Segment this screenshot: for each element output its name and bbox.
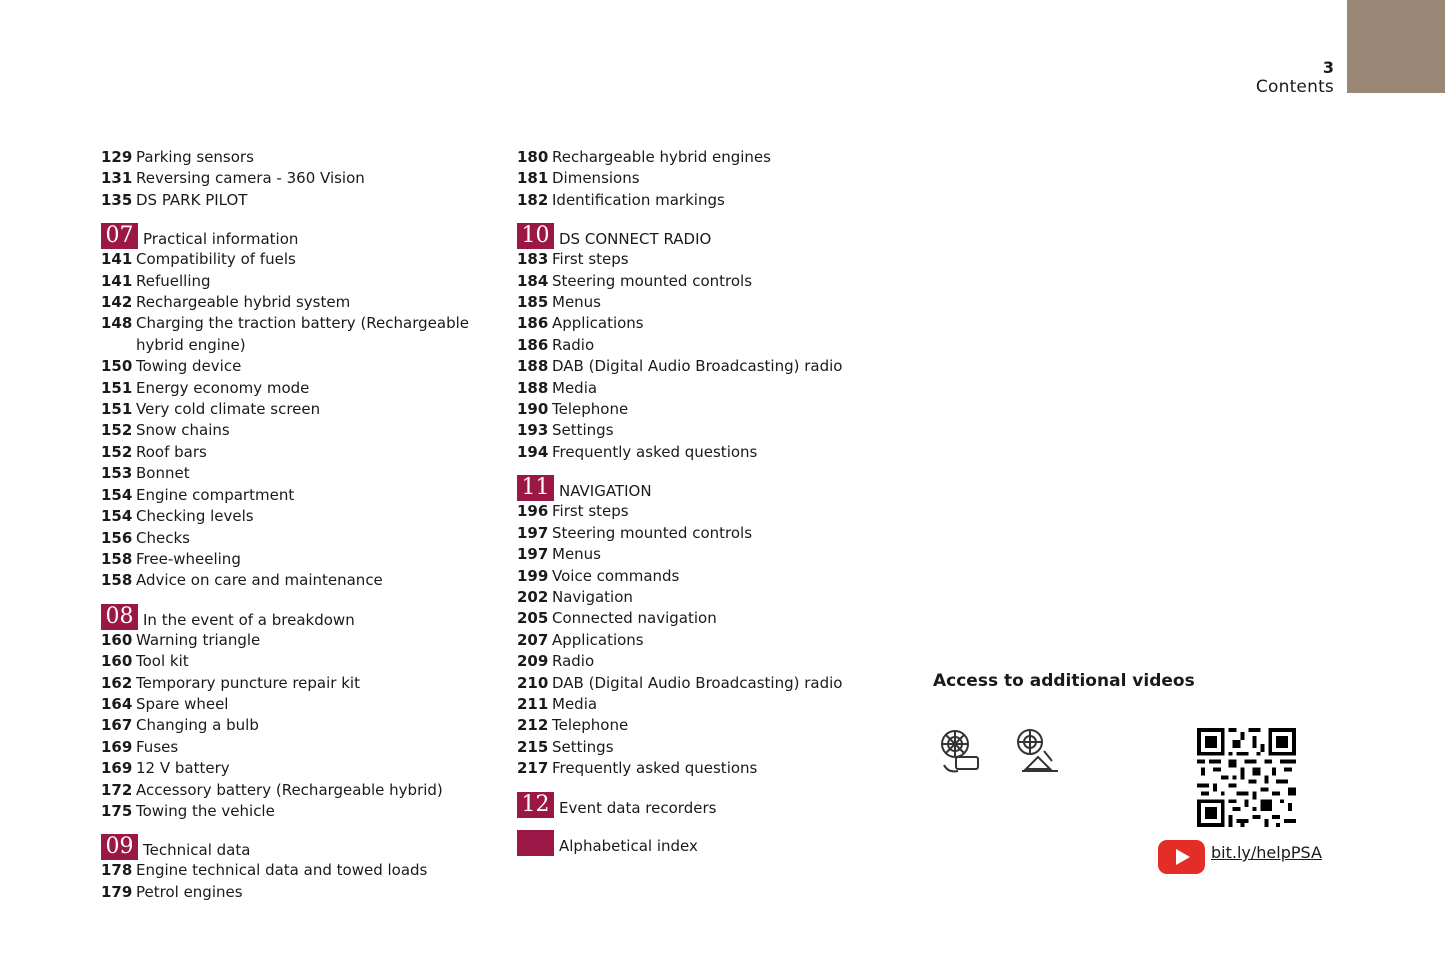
toc-row[interactable] (101, 715, 501, 736)
toc-entry-label: First steps (552, 502, 629, 521)
toc-page-number: 205 (517, 609, 549, 628)
toc-page-number: 158 (101, 549, 133, 568)
wheel-jack-icon[interactable] (1014, 727, 1064, 777)
toc-entry-label: Settings (552, 421, 614, 440)
toc-page-number: 186 (517, 335, 549, 354)
toc-entry-label: Radio (552, 335, 595, 354)
toc-page-number: 164 (101, 694, 133, 713)
toc-entry-label: Snow chains (136, 421, 230, 440)
wheel-repair-kit-icon[interactable] (936, 727, 986, 777)
toc-page-number: 167 (101, 716, 133, 735)
section-title: Technical data (143, 841, 251, 860)
toc-page-number: 156 (101, 528, 133, 547)
toc-entry-label: Bonnet (136, 464, 190, 483)
toc-page-number: 209 (517, 652, 549, 671)
toc-entry-label: Accessory battery (Rechargeable hybrid) (136, 780, 443, 799)
section-title: Event data recorders (559, 798, 717, 817)
toc-row[interactable] (101, 442, 501, 463)
toc-row[interactable] (101, 758, 501, 779)
toc-page-number: 142 (101, 293, 133, 312)
toc-page-number: 141 (101, 271, 133, 290)
toc-page-number: 178 (101, 861, 133, 880)
toc-page-number: 172 (101, 780, 133, 799)
toc-entry-label: Navigation (552, 587, 633, 606)
toc-entry-label: Compatibility of fuels (136, 250, 296, 269)
toc-entry-label: First steps (552, 250, 629, 269)
toc-page-number: 184 (517, 271, 549, 290)
toc-row[interactable] (517, 544, 917, 565)
toc-entry-label: Free-wheeling (136, 549, 241, 568)
toc-entry-label: Rechargeable hybrid engines (552, 148, 771, 166)
section-header[interactable] (517, 792, 917, 818)
toc-row[interactable] (101, 801, 501, 822)
toc-row[interactable] (517, 651, 917, 672)
section-number-box: 12 (517, 792, 554, 818)
toc-entry-label: Roof bars (136, 442, 207, 461)
toc-entry-label: Tool kit (136, 652, 189, 671)
toc-entry-label: Menus (552, 545, 601, 564)
toc-page-number: 212 (517, 716, 549, 735)
toc-row[interactable] (101, 271, 501, 292)
section-header[interactable] (517, 475, 917, 501)
toc-entry-label: Steering mounted controls (552, 523, 753, 542)
toc-row[interactable] (517, 608, 917, 629)
toc-page-number: 210 (517, 673, 549, 692)
toc-row[interactable] (517, 292, 917, 313)
section-header[interactable] (101, 223, 501, 249)
toc-page-number: 131 (101, 169, 133, 188)
toc-page-number: 215 (517, 737, 549, 756)
section-header[interactable] (101, 604, 501, 630)
toc-row[interactable] (101, 485, 501, 506)
toc-entry-label: Spare wheel (136, 694, 229, 713)
toc-page-number: 129 (101, 148, 133, 166)
toc-row[interactable] (517, 190, 917, 211)
toc-entry-label: Energy economy mode (136, 378, 310, 397)
page-number: 3 (1322, 58, 1334, 77)
toc-page-number: 169 (101, 737, 133, 756)
toc-entry-label: Rechargeable hybrid system (136, 293, 351, 312)
section-title: Practical information (143, 230, 299, 249)
toc-page-number: 190 (517, 400, 549, 419)
toc-entry-label: Voice commands (552, 566, 680, 585)
section-header[interactable] (517, 830, 917, 856)
help-link[interactable]: bit.ly/helpPSA (1211, 843, 1322, 862)
toc-page-number: 154 (101, 485, 133, 504)
toc-page-number: 197 (517, 545, 549, 564)
toc-page-number: 199 (517, 566, 549, 585)
toc-row[interactable] (101, 694, 501, 715)
section-number-box: 07 (101, 223, 138, 249)
toc-page-number: 175 (101, 801, 133, 820)
toc-entry-label: Warning triangle (136, 630, 261, 649)
toc-page-number: 181 (517, 169, 549, 188)
toc-row[interactable] (101, 463, 501, 484)
toc-entry-label: Frequently asked questions (552, 442, 758, 461)
toc-row[interactable] (101, 860, 501, 881)
toc-page-number: 148 (101, 314, 133, 333)
toc-row[interactable] (517, 673, 917, 694)
toc-page-number: 160 (101, 630, 133, 649)
toc-entry-label: DAB (Digital Audio Broadcasting) radio (552, 673, 843, 692)
toc-row[interactable] (517, 737, 917, 758)
toc-entry-label: Settings (552, 737, 614, 756)
toc-page-number: 193 (517, 421, 549, 440)
toc-page-number: 217 (517, 759, 549, 778)
toc-row[interactable] (101, 570, 501, 591)
toc-page-number: 188 (517, 378, 549, 397)
toc-page-number: 152 (101, 442, 133, 461)
toc-row[interactable] (101, 528, 501, 549)
youtube-icon[interactable] (1158, 840, 1205, 874)
toc-row[interactable] (517, 442, 917, 463)
toc-row[interactable] (517, 168, 917, 189)
toc-entry-label: Very cold climate screen (136, 400, 321, 419)
toc-page-number: 151 (101, 378, 133, 397)
toc-page-number: 150 (101, 357, 133, 376)
toc-row[interactable] (101, 190, 501, 211)
toc-entry-label: Media (552, 694, 598, 713)
toc-entry-label: Menus (552, 293, 601, 312)
toc-row[interactable] (517, 630, 917, 651)
videos-heading: Access to additional videos (933, 671, 1195, 691)
toc-entry-label: Connected navigation (552, 609, 717, 628)
toc-page-number: 183 (517, 250, 549, 269)
toc-row[interactable] (101, 399, 501, 420)
section-number-box: 10 (517, 223, 554, 249)
toc-page-number: 186 (517, 314, 549, 333)
toc-entry-label: Telephone (552, 716, 629, 735)
toc-row[interactable] (517, 694, 917, 715)
toc-row[interactable] (517, 715, 917, 736)
toc-column-1 (101, 147, 501, 903)
toc-page-number: 152 (101, 421, 133, 440)
section-title: In the event of a breakdown (143, 610, 355, 629)
toc-entry-label: Engine technical data and towed loads (136, 861, 428, 880)
toc-row[interactable] (101, 378, 501, 399)
toc-row[interactable] (517, 313, 917, 334)
page-title: Contents (1255, 77, 1334, 97)
toc-entry-label: Checking levels (136, 507, 254, 526)
toc-row[interactable] (101, 313, 501, 356)
toc-row[interactable] (101, 356, 501, 377)
toc-row[interactable] (517, 249, 917, 270)
section-number-box: 08 (101, 604, 138, 630)
toc-page-number: 180 (517, 148, 549, 166)
toc-row[interactable] (517, 523, 917, 544)
toc-page-number: 185 (517, 293, 549, 312)
toc-row[interactable] (101, 882, 501, 903)
toc-entry-label: Dimensions (552, 169, 640, 188)
section-title: NAVIGATION (559, 482, 652, 501)
toc-page-number: 207 (517, 630, 549, 649)
toc-entry-label: Petrol engines (136, 882, 243, 901)
toc-entry-label: Engine compartment (136, 485, 295, 504)
toc-entry-label: Changing a bulb (136, 716, 259, 735)
toc-page-number: 158 (101, 571, 133, 590)
toc-entry-label: Steering mounted controls (552, 271, 753, 290)
toc-row[interactable] (517, 356, 917, 377)
toc-page-number: 162 (101, 673, 133, 692)
toc-row[interactable] (517, 758, 917, 779)
toc-page-number: 202 (517, 587, 549, 606)
toc-entry-label: Radio (552, 652, 595, 671)
toc-page-number: 151 (101, 400, 133, 419)
section-title: DS CONNECT RADIO (559, 230, 712, 249)
toc-column-2 (517, 147, 917, 856)
toc-row[interactable] (101, 737, 501, 758)
toc-entry-label: Applications (552, 314, 644, 333)
toc-row[interactable] (101, 506, 501, 527)
toc-entry-label: Checks (136, 528, 190, 547)
toc-row[interactable] (517, 566, 917, 587)
toc-row[interactable] (101, 420, 501, 441)
toc-row[interactable] (101, 630, 501, 651)
toc-row[interactable] (101, 549, 501, 570)
toc-entry-label: Applications (552, 630, 644, 649)
toc-row[interactable] (517, 399, 917, 420)
toc-entry-label: DAB (Digital Audio Broadcasting) radio (552, 357, 843, 376)
toc-page-number: 154 (101, 507, 133, 526)
toc-page-number: 179 (101, 882, 133, 901)
toc-row[interactable] (101, 673, 501, 694)
toc-row[interactable] (101, 147, 501, 168)
toc-row[interactable] (517, 147, 917, 168)
toc-page-number: 182 (517, 190, 549, 209)
toc-entry-label: Towing the vehicle (136, 801, 275, 820)
section-number-box: 11 (517, 475, 554, 501)
toc-entry-label: Telephone (552, 400, 629, 419)
section-header[interactable] (101, 834, 501, 860)
toc-page-number: 197 (517, 523, 549, 542)
toc-entry-label: Temporary puncture repair kit (136, 673, 360, 692)
toc-page-number: 194 (517, 442, 549, 461)
toc-entry-label: DS PARK PILOT (136, 190, 248, 209)
toc-row[interactable] (517, 501, 917, 522)
toc-page-number: 141 (101, 250, 133, 269)
toc-row[interactable] (517, 271, 917, 292)
chapter-tab (1347, 0, 1445, 93)
toc-entry-label: Parking sensors (136, 148, 254, 166)
toc-entry-label: Frequently asked questions (552, 759, 758, 778)
toc-entry-label: 12 V battery (136, 759, 230, 778)
section-title: Alphabetical index (559, 836, 698, 855)
toc-entry-label: Towing device (136, 357, 242, 376)
toc-row[interactable] (101, 780, 501, 801)
qr-code[interactable] (1197, 728, 1296, 827)
toc-entry-label: Advice on care and maintenance (136, 571, 383, 590)
toc-page-number: 135 (101, 190, 133, 209)
toc-entry-label: Charging the traction battery (Rechargeable hybrid engine) (136, 314, 469, 354)
toc-entry-label: Media (552, 378, 598, 397)
toc-row[interactable] (101, 249, 501, 270)
toc-row[interactable] (517, 587, 917, 608)
toc-page-number: 211 (517, 694, 549, 713)
toc-row[interactable] (101, 292, 501, 313)
toc-row[interactable] (517, 335, 917, 356)
toc-row[interactable] (101, 651, 501, 672)
toc-page-number: 153 (101, 464, 133, 483)
toc-row[interactable] (517, 378, 917, 399)
toc-row[interactable] (101, 168, 501, 189)
toc-page-number: 196 (517, 502, 549, 521)
toc-entry-label: Reversing camera - 360 Vision (136, 169, 365, 188)
toc-entry-label: Identification markings (552, 190, 725, 209)
toc-entry-label: Refuelling (136, 271, 211, 290)
section-number-box (517, 830, 554, 856)
toc-page-number: 188 (517, 357, 549, 376)
section-header[interactable] (517, 223, 917, 249)
toc-entry-label: Fuses (136, 737, 179, 756)
toc-page-number: 169 (101, 759, 133, 778)
toc-page-number: 160 (101, 652, 133, 671)
section-number-box: 09 (101, 834, 138, 860)
toc-row[interactable] (517, 420, 917, 441)
